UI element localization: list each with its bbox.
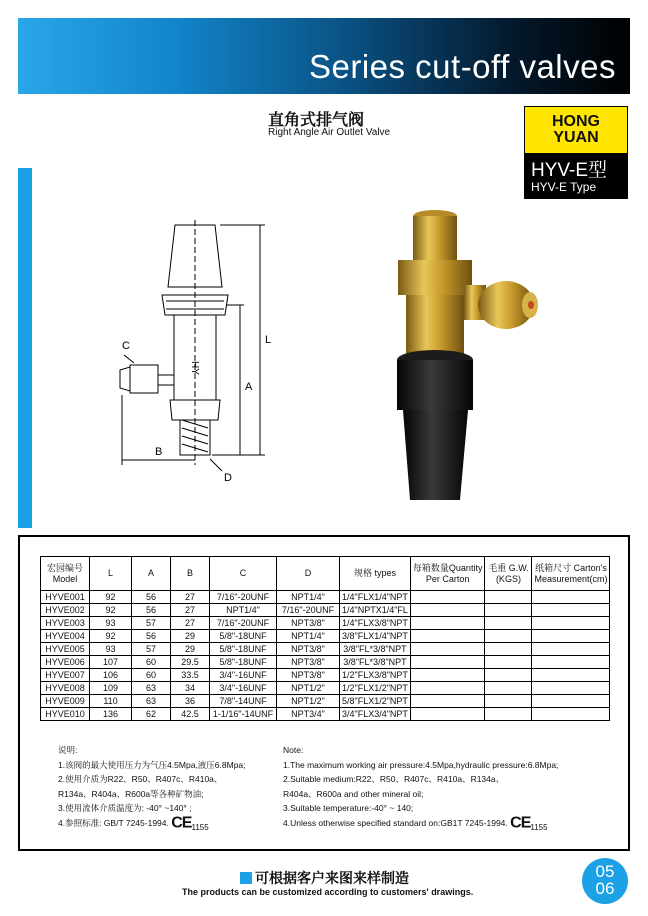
table-cell: 5/8"FLX1/2"NPT	[340, 695, 411, 708]
table-row	[41, 591, 610, 604]
table-cell: 93	[90, 617, 132, 630]
table-cell: 7/16"-20UNF	[210, 617, 277, 630]
page-title: Series cut-off valves	[308, 48, 616, 85]
table-row	[41, 669, 610, 682]
table-row	[41, 604, 610, 617]
col-header-D: D	[277, 557, 340, 591]
model-panel	[525, 153, 627, 198]
table-cell	[532, 656, 610, 669]
brand-box	[524, 106, 628, 199]
table-cell	[485, 695, 532, 708]
table-cell: NPT3/8"	[277, 656, 340, 669]
notes-en-line-1: 1.The maximum working air pressure:4.5Mpa,hydraulic pressure:6.8Mpa;	[283, 759, 559, 770]
dim-label-L: L	[265, 334, 272, 346]
table-cell: NPT3/8"	[277, 669, 340, 682]
table-cell: 5/8"-18UNF	[210, 643, 277, 656]
table-cell	[532, 695, 610, 708]
col-header-gw	[485, 557, 532, 591]
table-cell	[485, 604, 532, 617]
table-row	[41, 708, 610, 721]
product-photo	[368, 200, 558, 510]
table-cell: 57	[132, 643, 171, 656]
table-header-row	[41, 557, 610, 591]
table-cell	[532, 682, 610, 695]
notes-en-line-5	[283, 816, 558, 836]
col-header-gw-en: (KGS)	[495, 573, 521, 584]
table-cell: 42.5	[171, 708, 210, 721]
table-cell: 60	[132, 669, 171, 682]
table-cell: 107	[90, 656, 132, 669]
table-cell	[410, 669, 485, 682]
table-cell	[485, 656, 532, 669]
table-cell: 106	[90, 669, 132, 682]
table-cell	[410, 630, 485, 643]
table-cell: 29.5	[171, 656, 210, 669]
table-cell: NPT3/4"	[277, 708, 340, 721]
table-cell: 36	[171, 695, 210, 708]
table-cell: 56	[132, 591, 171, 604]
table-cell: 3/8"FL*3/8"NPT	[340, 656, 411, 669]
col-header-gw-cn: 毛重 G.W.	[488, 562, 529, 573]
table-cell	[485, 669, 532, 682]
dim-label-C: C	[122, 340, 130, 352]
table-cell: HYVE010	[41, 708, 90, 721]
table-cell	[485, 591, 532, 604]
col-header-carton-cn: 纸箱尺寸 Carton's	[535, 562, 607, 573]
table-cell: 3/4"FLX3/4"NPT	[340, 708, 411, 721]
table-cell: HYVE003	[41, 617, 90, 630]
table-cell	[485, 630, 532, 643]
table-cell: 92	[90, 591, 132, 604]
ce-mark-en	[510, 814, 548, 832]
ce-symbol: CE	[510, 814, 531, 831]
table-cell: HYVE007	[41, 669, 90, 682]
dim-label-A: A	[245, 381, 253, 393]
table-cell: 109	[90, 682, 132, 695]
table-cell: 29	[171, 643, 210, 656]
col-header-B: B	[171, 557, 210, 591]
table-cell: 27	[171, 604, 210, 617]
ce-number: 1155	[530, 822, 548, 832]
table-cell	[532, 630, 610, 643]
table-cell: 1/2"FLX3/8"NPT	[340, 669, 411, 682]
spec-table-body	[41, 591, 610, 721]
table-cell: NPT1/2"	[277, 682, 340, 695]
table-cell: 92	[90, 630, 132, 643]
table-cell	[485, 643, 532, 656]
footer-cn-text: 可根据客户来图来样制造	[255, 870, 409, 886]
col-header-types: 规格 types	[340, 557, 411, 591]
table-cell: 33.5	[171, 669, 210, 682]
table-cell: 5/8"-18UNF	[210, 630, 277, 643]
table-cell: 1/4"FLX1/4"NPT	[340, 591, 411, 604]
table-cell	[532, 591, 610, 604]
table-cell: 1/4"FLX3/8"NPT	[340, 617, 411, 630]
subtitle-cn: 直角式排气阀	[268, 112, 365, 129]
table-cell: 56	[132, 604, 171, 617]
table-cell: 57	[132, 617, 171, 630]
table-cell: NPT3/8"	[277, 643, 340, 656]
notes-cn-line-3: R134a、R404a、R600a等各种矿物油;	[58, 788, 204, 799]
ce-number: 1155	[191, 822, 209, 832]
table-cell	[532, 643, 610, 656]
table-cell	[532, 617, 610, 630]
table-cell: 7/8"-14UNF	[210, 695, 277, 708]
table-cell: 3/4"-16UNF	[210, 682, 277, 695]
table-cell: HYVE006	[41, 656, 90, 669]
col-header-model	[41, 557, 90, 591]
dim-label-D: D	[224, 472, 232, 484]
dim-label-B: B	[155, 446, 163, 458]
table-row	[41, 682, 610, 695]
table-cell: HYVE004	[41, 630, 90, 643]
table-cell: 136	[90, 708, 132, 721]
table-cell: 1/2"FLX1/2"NPT	[340, 682, 411, 695]
table-cell	[485, 682, 532, 695]
col-header-quantity-en: Per Carton	[425, 573, 470, 584]
table-cell	[532, 604, 610, 617]
table-cell	[410, 617, 485, 630]
table-row	[41, 617, 610, 630]
table-cell: 7/16"-20UNF	[210, 591, 277, 604]
model-name-en: HYV-E Type	[531, 180, 597, 194]
notes-cn-line-2: 2.使用介质为R22、R50、R407c、R410a、	[58, 774, 223, 784]
notes-cn-title: 说明:	[58, 745, 78, 755]
table-cell: HYVE009	[41, 695, 90, 708]
page-number-badge	[582, 858, 628, 904]
table-cell	[532, 708, 610, 721]
table-cell	[410, 708, 485, 721]
subtitle-en: Right Angle Air Outlet Valve	[268, 127, 391, 138]
notes-cn-line-1: 1.该阀的最大使用压力为气压4.5Mpa,液压6.8Mpa;	[58, 759, 246, 770]
table-cell: 63	[132, 695, 171, 708]
table-cell: 1/4"NPTX1/4"FL	[340, 604, 411, 617]
col-header-model-cn: 宏园编号	[46, 562, 83, 573]
table-row	[41, 656, 610, 669]
brand-line-2: YUAN	[553, 129, 599, 146]
spec-table	[40, 556, 610, 721]
col-header-model-en: Model	[52, 573, 78, 584]
notes-en	[283, 743, 558, 835]
brand-line-1: HONG	[552, 113, 600, 130]
notes-en-line-3: R404a、R600a and other mineral oil;	[283, 788, 424, 799]
col-header-quantity-cn: 每箱数量Quantity	[412, 562, 483, 573]
col-header-carton	[532, 557, 610, 591]
table-cell: 29	[171, 630, 210, 643]
ce-mark-cn	[171, 814, 209, 832]
table-cell: HYVE002	[41, 604, 90, 617]
table-cell: 110	[90, 695, 132, 708]
table-cell: NPT1/4"	[277, 591, 340, 604]
table-row	[41, 630, 610, 643]
ce-symbol: CE	[171, 814, 192, 831]
body-marking-HY: HY	[189, 361, 200, 375]
table-cell: 56	[132, 630, 171, 643]
model-name-cn: HYV-E型	[531, 160, 608, 181]
table-cell	[485, 708, 532, 721]
table-cell: 34	[171, 682, 210, 695]
col-header-quantity	[410, 557, 485, 591]
table-cell: 92	[90, 604, 132, 617]
technical-drawing	[100, 215, 280, 495]
table-cell	[410, 643, 485, 656]
table-cell	[485, 617, 532, 630]
square-bullet-icon	[240, 872, 252, 884]
brand-logo	[525, 107, 627, 153]
side-accent-bar	[18, 168, 32, 528]
notes-en-line-2: 2.Suitable medium:R22、R50、R407c、R410a、R134a、	[283, 774, 505, 784]
table-cell: 62	[132, 708, 171, 721]
notes-cn	[58, 743, 246, 835]
col-header-L: L	[90, 557, 132, 591]
notes-en-line-4: 3.Suitable temperature:-40° ~ 140;	[283, 803, 414, 813]
col-header-C: C	[210, 557, 277, 591]
notes-en-title: Note:	[283, 745, 304, 755]
notes-cn-line-4: 3.使用流体介质温度为: -40° ~140° ;	[58, 803, 192, 813]
table-cell	[410, 656, 485, 669]
notes-cn-line-5	[58, 816, 246, 836]
col-header-A: A	[132, 557, 171, 591]
table-cell: NPT1/4"	[277, 630, 340, 643]
col-header-carton-en: Measurement(cm)	[534, 573, 608, 584]
page-number-bottom: 06	[595, 879, 615, 898]
page-number-top: 05	[595, 862, 615, 881]
table-cell: NPT1/4"	[210, 604, 277, 617]
table-cell: 27	[171, 617, 210, 630]
table-cell	[410, 695, 485, 708]
table-cell	[532, 669, 610, 682]
table-cell: 63	[132, 682, 171, 695]
table-cell: 1-1/16"-14UNF	[210, 708, 277, 721]
table-cell: HYVE008	[41, 682, 90, 695]
notes-cn-line-5-text: 4.参照标准: GB/T 7245-1994.	[58, 817, 169, 828]
table-cell: NPT1/2"	[277, 695, 340, 708]
table-cell	[410, 604, 485, 617]
table-cell: 93	[90, 643, 132, 656]
table-cell: NPT3/8"	[277, 617, 340, 630]
table-row	[41, 643, 610, 656]
table-cell	[410, 591, 485, 604]
table-cell: 5/8"-18UNF	[210, 656, 277, 669]
footer-en: The products can be customized according to customers' drawings.	[182, 887, 474, 897]
footer-cn	[240, 868, 409, 888]
table-cell: HYVE005	[41, 643, 90, 656]
table-cell: 27	[171, 591, 210, 604]
table-cell: 60	[132, 656, 171, 669]
notes-en-line-5-text: 4.Unless otherwise specified standard on:GB1T 7245-1994.	[283, 817, 508, 828]
table-cell: HYVE001	[41, 591, 90, 604]
table-cell	[410, 682, 485, 695]
table-cell: 3/8"FL*3/8"NPT	[340, 643, 411, 656]
header-banner	[18, 18, 630, 94]
table-cell: 3/4"-16UNF	[210, 669, 277, 682]
table-row	[41, 695, 610, 708]
table-cell: 7/16"-20UNF	[277, 604, 340, 617]
table-cell: 3/8"FLX1/4"NPT	[340, 630, 411, 643]
